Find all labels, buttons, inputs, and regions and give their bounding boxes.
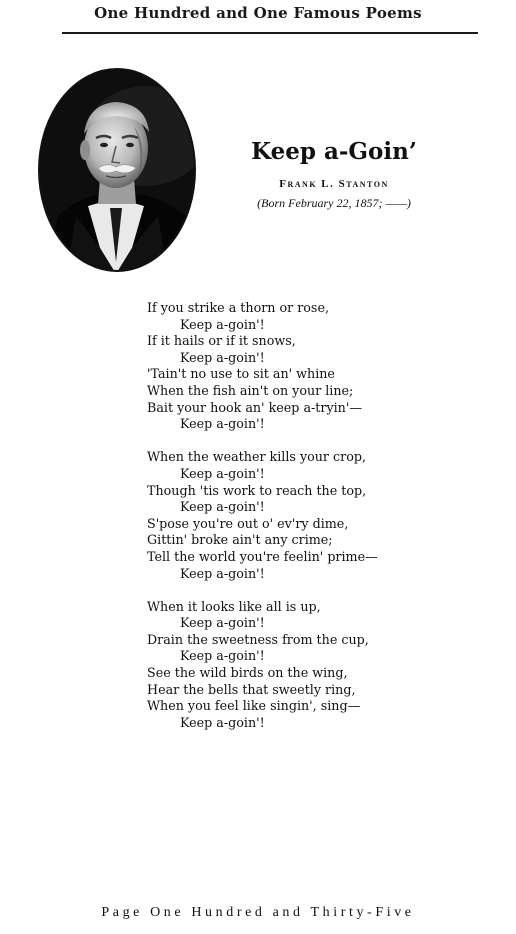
header-rule xyxy=(62,32,478,34)
poem-line: Though 'tis work to reach the top, xyxy=(147,482,367,498)
poem-line: If it hails or if it snows, xyxy=(147,333,296,349)
author-portrait xyxy=(36,66,198,274)
refrain-line: Keep a-goin'! xyxy=(180,499,265,515)
refrain-line: Keep a-goin'! xyxy=(180,714,265,730)
refrain-line: Keep a-goin'! xyxy=(180,465,265,481)
poem-line: When the weather kills your crop, xyxy=(147,449,366,465)
poem-body xyxy=(147,300,477,748)
refrain-line: Keep a-goin'! xyxy=(180,615,265,631)
poem-line: See the wild birds on the wing, xyxy=(147,665,348,681)
poem-line: 'Tain't no use to sit an' whine xyxy=(147,366,335,382)
refrain-line: Keep a-goin'! xyxy=(180,648,265,664)
poem-line: S'pose you're out o' ev'ry dime, xyxy=(147,515,349,531)
author-dates: (Born February 22, 1857; ——) xyxy=(257,196,411,210)
refrain-line: Keep a-goin'! xyxy=(180,565,265,581)
page-number: Page One Hundred and Thirty-Five xyxy=(101,905,415,920)
poem-line: Bait your hook an' keep a-tryin'— xyxy=(147,399,363,415)
running-head: One Hundred and One Famous Poems xyxy=(94,4,422,22)
stanza xyxy=(147,599,477,732)
poem-line: Gittin' broke ain't any crime; xyxy=(147,532,333,548)
poem-line: When the fish ain't on your line; xyxy=(147,382,354,398)
refrain-line: Keep a-goin'! xyxy=(180,316,265,332)
poem-line: Drain the sweetness from the cup, xyxy=(147,631,369,647)
poem-line: Tell the world you're feelin' prime— xyxy=(147,548,378,564)
refrain-line: Keep a-goin'! xyxy=(180,416,265,432)
poem-line: When it looks like all is up, xyxy=(147,598,321,614)
poem-line: When you feel like singin', sing— xyxy=(147,698,361,714)
stanza xyxy=(147,449,477,582)
refrain-line: Keep a-goin'! xyxy=(180,349,265,365)
poem-line: Hear the bells that sweetly ring, xyxy=(147,681,356,697)
author-name: Frank L. Stanton xyxy=(279,178,389,190)
poem-line: If you strike a thorn or rose, xyxy=(147,300,329,315)
stanza xyxy=(147,300,477,433)
poem-title: Keep a-Goin’ xyxy=(251,138,417,165)
